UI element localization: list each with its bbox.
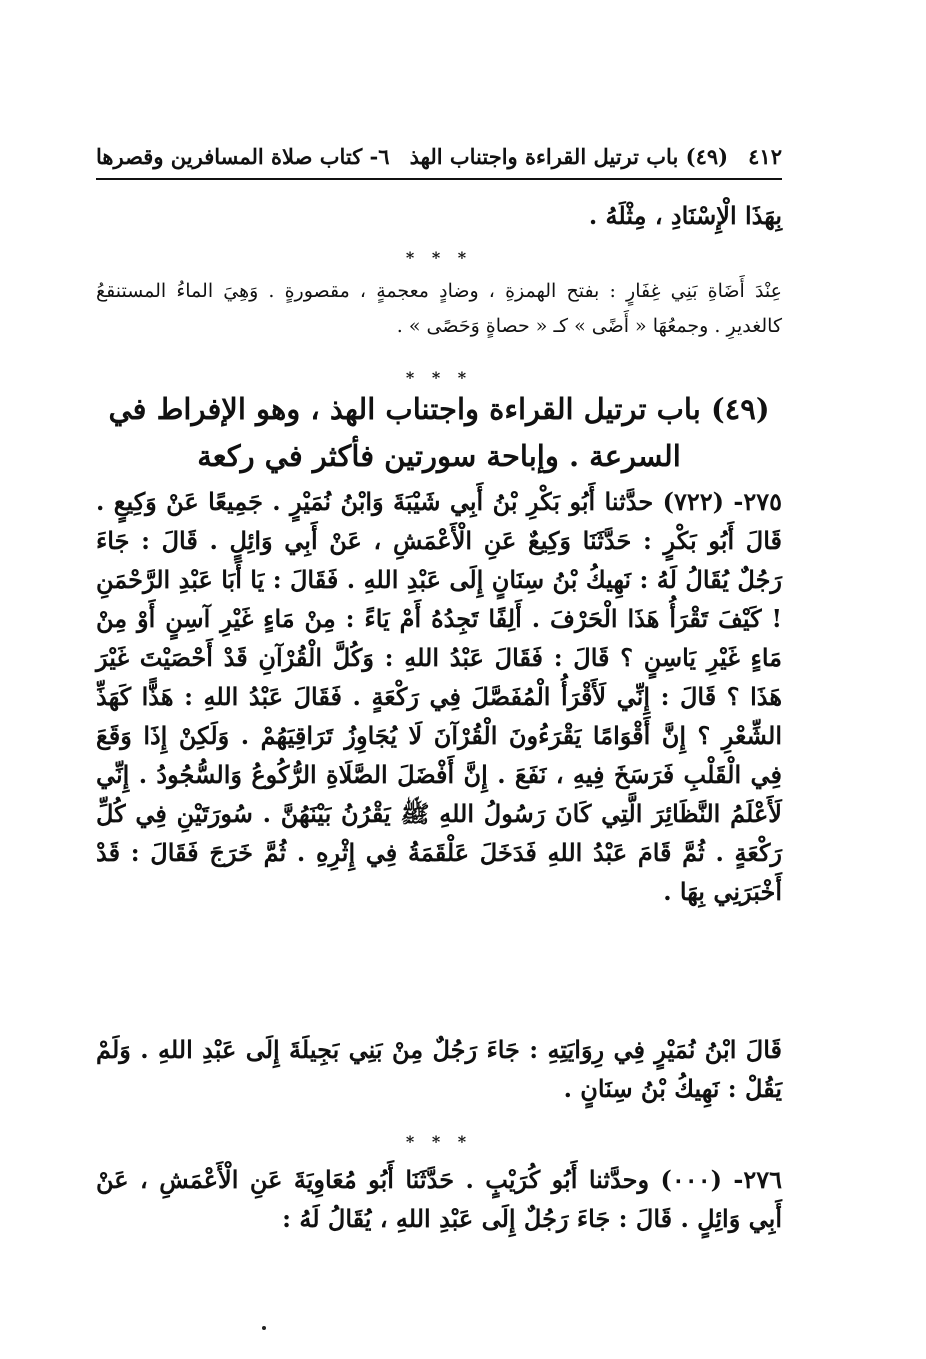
riwayah-note: قَالَ ابْنُ نُمَيْرٍ فِي رِوَايَتِهِ : جَاءَ رَجُلٌ مِنْ بَنِي بَجِيلَةَ إِلَى عَبْدِ اللهِ . وَلَمْ يَقُلْ : نَهِيكُ بْنُ سِنَانٍ . <box>96 1035 782 1103</box>
header-chapter-title: (٤٩) باب ترتيل القراءة واجتناب الهذ <box>409 143 729 169</box>
separator-stars: * * * <box>405 368 473 387</box>
header-book-title: ٦- كتاب صلاة المسافرين وقصرها <box>96 143 390 169</box>
footnote-explanation: عِنْدَ أَضَاةِ بَنِي غِفَارٍ : بفتح الهمزةِ ، وضادٍ معجمةٍ ، مقصورةٍ . وَهِيَ الماءُ المستنقعُ كالغديرِ . وجمعُهَا « أَضًى » كـ « حصاةٍ وَحَصًى » . <box>96 280 782 337</box>
hadith-275 <box>96 482 782 911</box>
intro-line: بِهَذَا الْإِسْنَادِ ، مِثْلَهُ . <box>588 201 782 230</box>
separator-stars: * * * <box>405 1132 473 1151</box>
running-header <box>96 136 782 176</box>
hadith-number: ٢٧٦- (٠٠٠) <box>660 1165 783 1194</box>
header-rule <box>96 178 782 180</box>
hadith-text: وحدَّثنا أَبُو كُرَيْبٍ . حَدَّثَنَا أَبُو مُعَاوِيَةَ عَنِ الْأَعْمَشِ ، عَنْ أَبِي وَائِلٍ . قَالَ : جَاءَ رَجُلٌ إِلَى عَبْدِ اللهِ ، يُقَالُ لَهُ : <box>96 1165 782 1233</box>
hadith-number: ٢٧٥- (٧٢٢) <box>662 487 782 516</box>
scan-speck <box>262 1326 266 1330</box>
separator-stars: * * * <box>405 248 473 267</box>
page-number: ٤١٢ <box>748 143 782 169</box>
hadith-text: حدَّثنا أَبُو بَكْرِ بْنُ أَبِي شَيْبَةَ وَابْنُ نُمَيْرٍ . جَمِيعًا عَنْ وَكِيعٍ . قَالَ أَبُو بَكْرٍ : حَدَّثَنَا وَكِيعٌ عَنِ الْأَعْمَشِ ، عَنْ أَبِي وَائِلٍ . قَالَ : جَاءَ رَجُلٌ يُقَالُ لَهُ : نَهِيكُ بْنُ سِنَانٍ إِلَى عَبْدِ اللهِ . فَقَالَ : يَا أَبَا عَبْدِ الرَّحْمَنِ ! كَيْفَ تَقْرَأُ هَذَا الْحَرْفَ . أَلِفًا تَجِدُهُ أَمْ يَاءً : مِنْ مَاءٍ غَيْرِ آسِنٍ أَوْ مِنْ مَاءٍ غَيْرِ يَاسِنٍ ؟ قَالَ : فَقَالَ عَبْدُ اللهِ : وَكُلَّ الْقُرْآنِ قَدْ أَحْصَيْتَ غَيْرَ هَذَا ؟ قَالَ : إِنِّي لَأَقْرَأُ الْمُفَصَّلَ فِي رَكْعَةٍ . فَقَالَ عَبْدُ اللهِ : هَذًّا كَهَذِّ الشِّعْرِ ؟ إِنَّ أَقْوَامًا يَقْرَءُونَ الْقُرْآنَ لَا يُجَاوِزُ تَرَاقِيَهُمْ . وَلَكِنْ إِذَا وَقَعَ فِي الْقَلْبِ فَرَسَخَ فِيهِ ، نَفَعَ . إِنَّ أَفْضَلَ الصَّلَاةِ الرُّكُوعُ وَالسُّجُودُ . إِنِّي لَأَعْلَمُ النَّظَائِرَ الَّتِي كَانَ رَسُولُ اللهِ ﷺ يَقْرُنُ بَيْنَهُنَّ . سُورَتَيْنِ فِي كُلِّ رَكْعَةٍ . ثُمَّ قَامَ عَبْدُ اللهِ فَدَخَلَ عَلْقَمَةُ فِي إِثْرِهِ . ثُمَّ خَرَجَ فَقَالَ : قَدْ أَخْبَرَنِي بِهَا . <box>96 487 782 906</box>
chapter-heading: (٤٩) باب ترتيل القراءة واجتناب الهذ ، وهو الإفراط في السرعة . وإباحة سورتين فأكثر في ركعة <box>108 392 770 473</box>
hadith-276 <box>96 1160 782 1238</box>
